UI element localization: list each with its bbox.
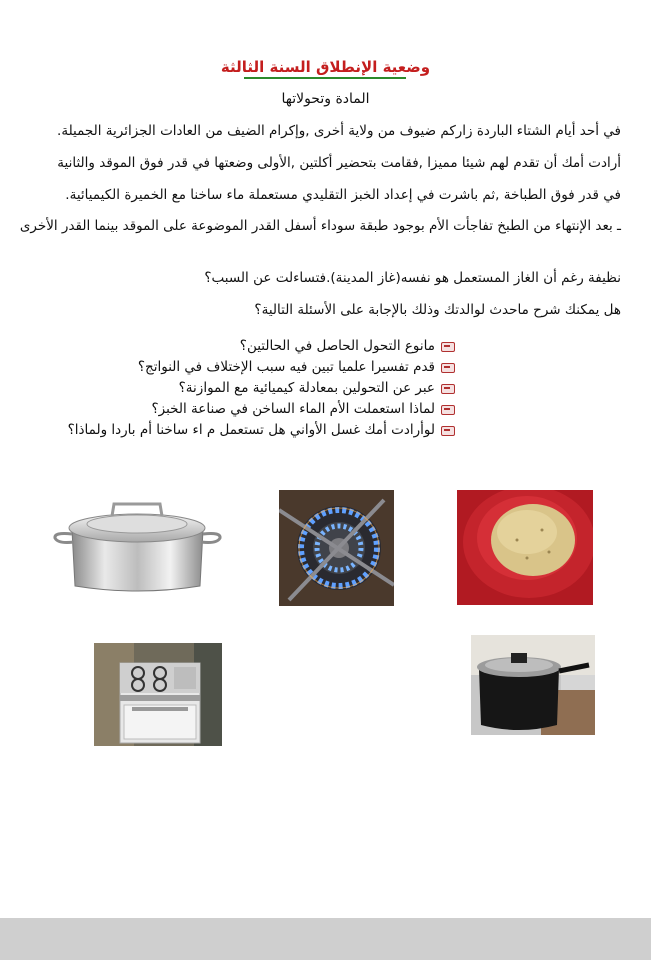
bread-dough-image <box>457 490 593 605</box>
pencil-bullet-icon <box>441 384 455 394</box>
document-subtitle: المادة وتحولاتها <box>281 91 370 107</box>
cooking-pot-image <box>50 490 225 600</box>
question-item <box>35 378 455 399</box>
question-text: لوأرادت أمك غسل الأواني هل تستعمل م اء ساخنا أم باردا ولماذا؟ <box>67 422 435 438</box>
pencil-bullet-icon <box>441 426 455 436</box>
gas-burner-image <box>279 490 394 606</box>
question-item <box>35 336 455 357</box>
question-text: قدم تفسيرا علميا تبين فيه سبب الإختلاف في النواتج؟ <box>137 359 435 375</box>
question-item <box>35 420 455 441</box>
question-text: عبر عن التحولين بمعادلة كيميائية مع الموازنة؟ <box>178 380 435 396</box>
black-pressure-cooker-image <box>471 635 595 735</box>
question-text: لماذا استعملت الأم الماء الساخن في صناعة الخبز؟ <box>151 401 435 417</box>
gas-cooker-image <box>94 643 222 746</box>
paragraph-3: في قدر فوق الطباخة ,ثم باشرت في إعداد الخبز التقليدي مستعملة ماء ساخنا مع الخميرة الكيميائية. <box>65 187 621 203</box>
paragraph-2: أرادت أمك أن تقدم لهم شيئا مميزا ,فقامت بتحضير أكلتين ,الأولى وضعتها في قدر فوق الموقد والثانية <box>57 155 621 171</box>
paragraph-6: هل يمكنك شرح ماحدث لوالدتك وذلك بالإجابة على الأسئلة التالية؟ <box>254 302 621 318</box>
document-title: وضعية الإنطلاق السنة الثالثة <box>220 58 431 76</box>
paragraph-5: نظيفة رغم أن الغاز المستعمل هو نفسه(غاز المدينة).فتساءلت عن السبب؟ <box>204 270 621 286</box>
questions-list <box>35 336 455 441</box>
pencil-bullet-icon <box>441 342 455 352</box>
question-item <box>35 399 455 420</box>
paragraph-4: ـ بعد الإنتهاء من الطبخ تفاجأت الأم بوجود طبقة سوداء أسفل القدر الموضوعة على الموقد بينما القدر الأخرى <box>19 218 621 234</box>
pencil-bullet-icon <box>441 363 455 373</box>
question-text: مانوع التحول الحاصل في الحالتين؟ <box>239 338 435 354</box>
pencil-bullet-icon <box>441 405 455 415</box>
paragraph-1: في أحد أيام الشتاء الباردة زاركم ضيوف من ولاية أخرى ,وإكرام الضيف من العادات الجزائرية الجميلة. <box>57 123 621 139</box>
question-item <box>35 357 455 378</box>
title-underline <box>244 77 406 79</box>
